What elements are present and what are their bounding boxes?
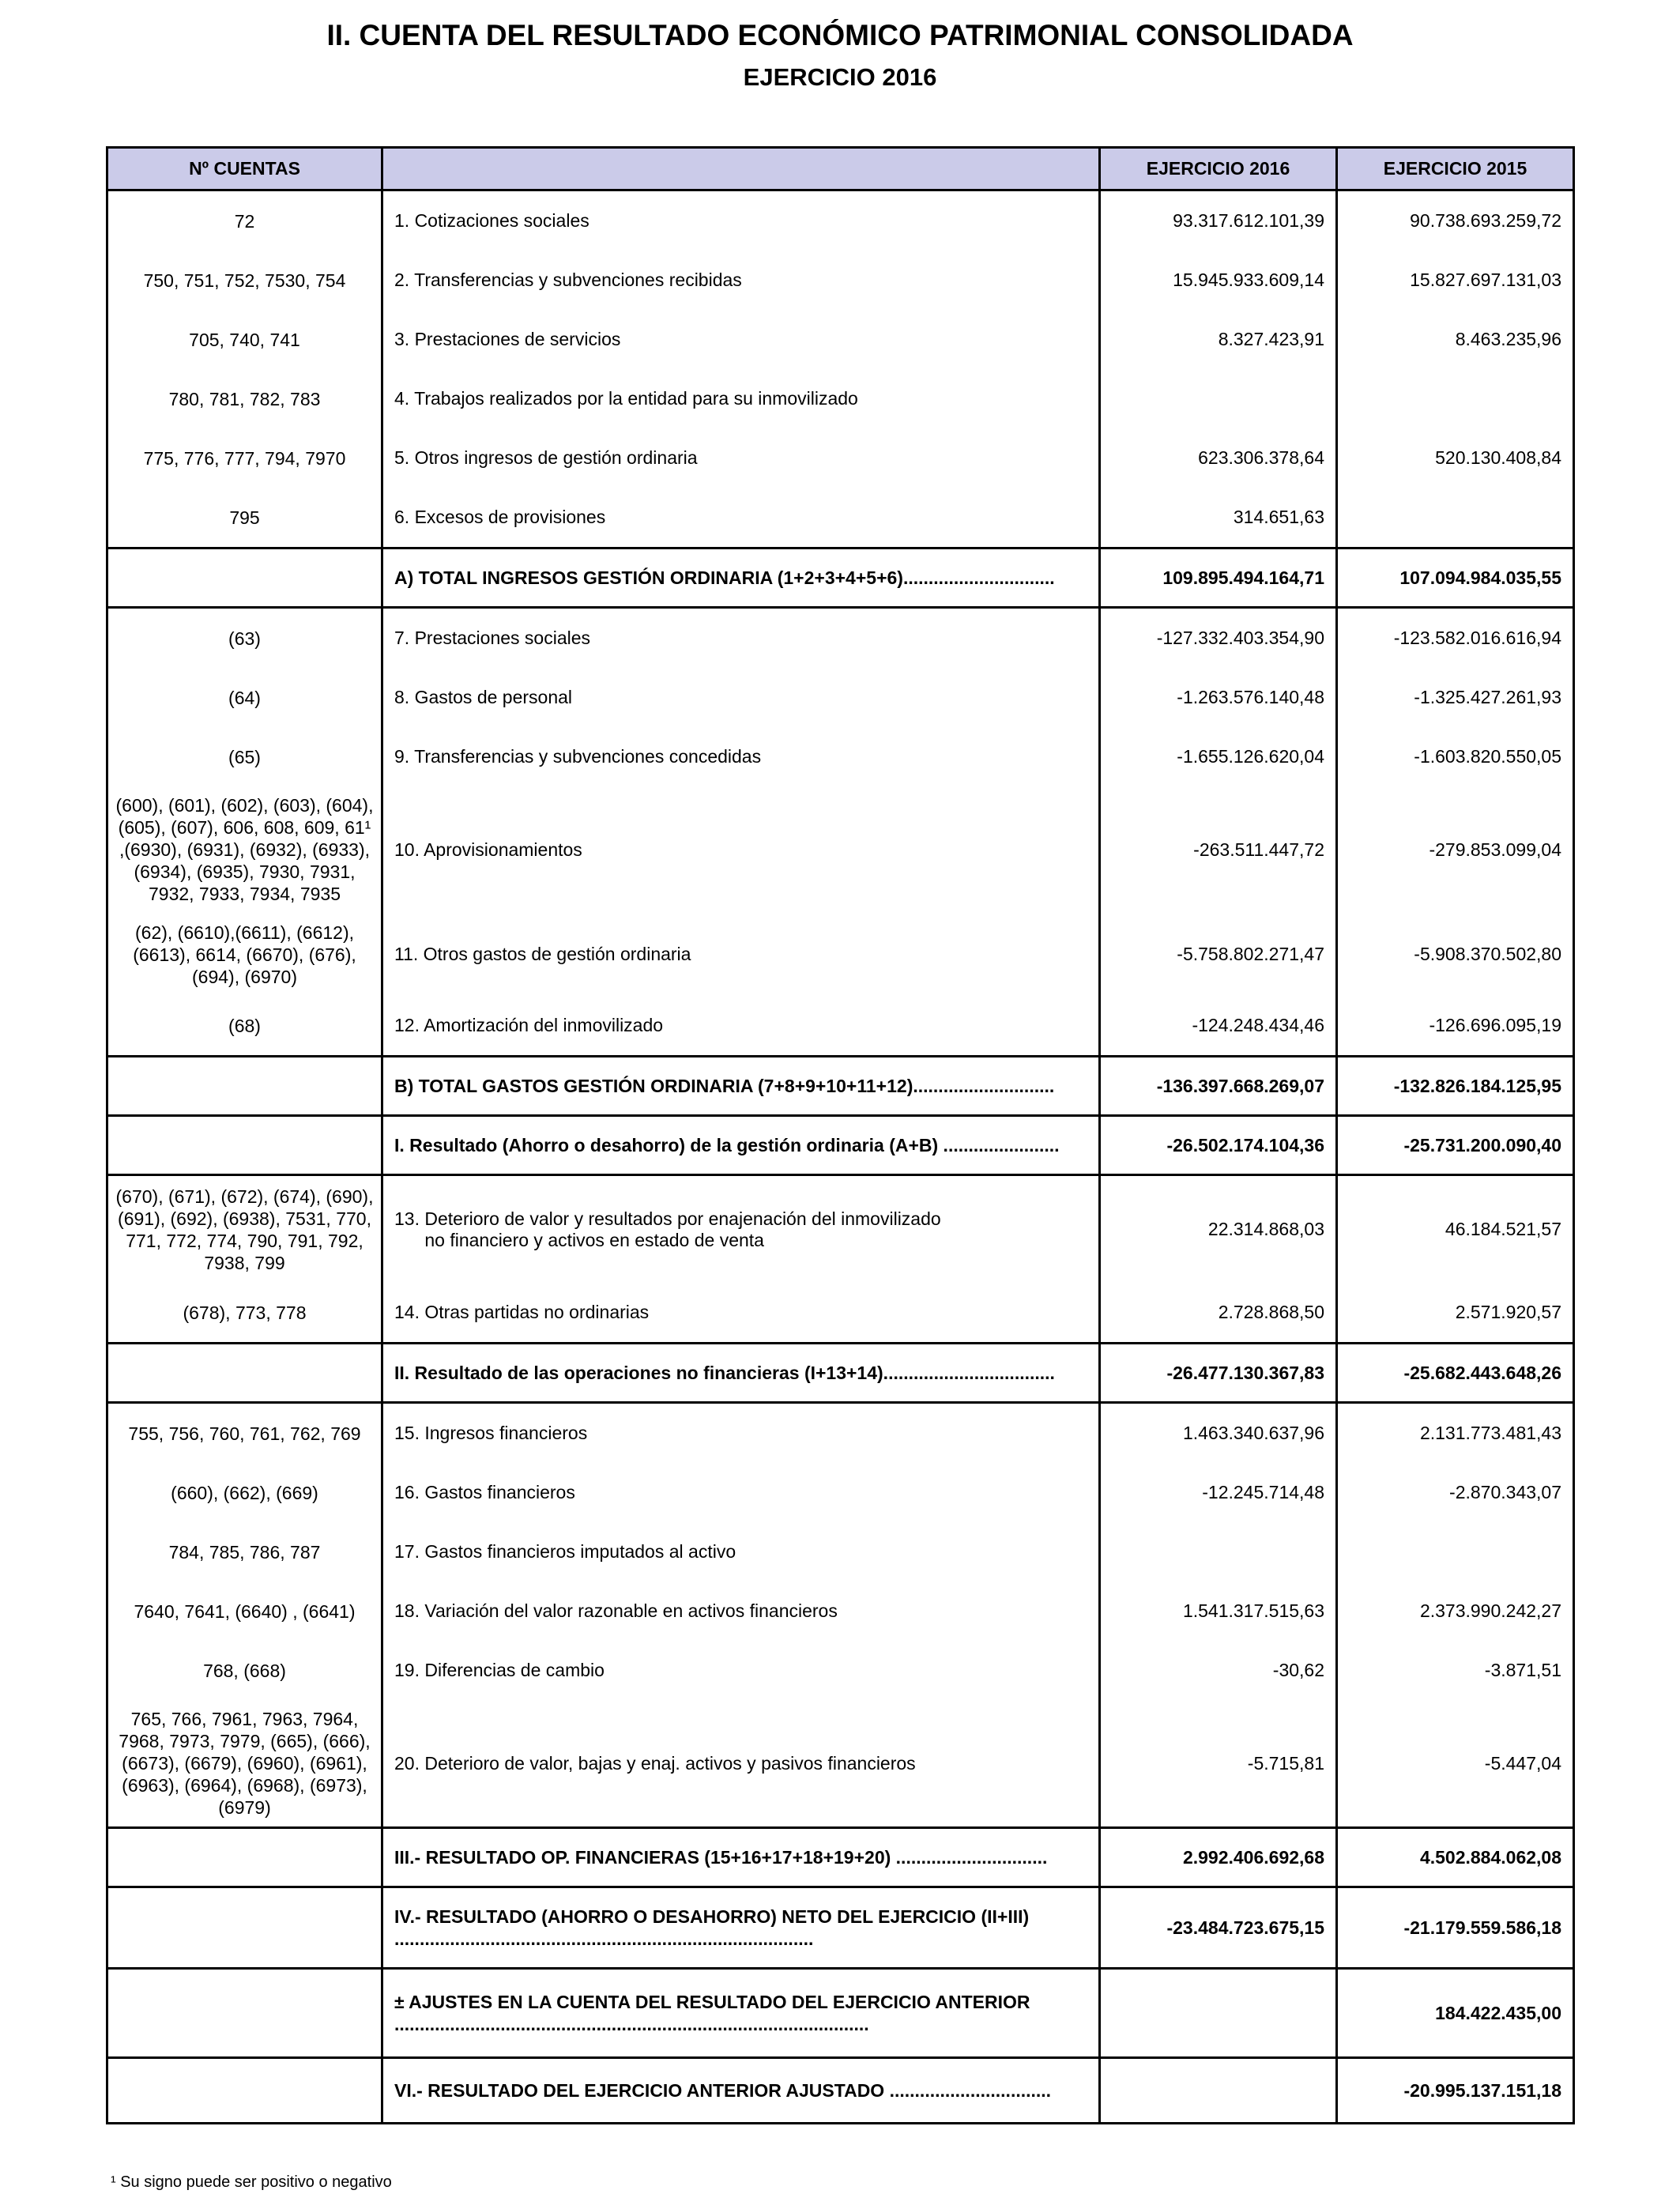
value-2015-cell: -132.826.184.125,95 — [1337, 1057, 1574, 1116]
account-cell: 768, (668) — [107, 1641, 382, 1700]
value-2015-cell: -5.447,04 — [1337, 1700, 1574, 1828]
description-cell: 3. Prestaciones de servicios — [382, 310, 1100, 369]
total-row — [107, 1887, 1574, 1969]
value-2015-cell: -3.871,51 — [1337, 1641, 1574, 1700]
account-cell: 705, 740, 741 — [107, 310, 382, 369]
value-2016-cell: 1.463.340.637,96 — [1100, 1403, 1337, 1464]
total-row — [107, 2058, 1574, 2124]
account-cell: 7640, 7641, (6640) , (6641) — [107, 1581, 382, 1641]
page-title: II. CUENTA DEL RESULTADO ECONÓMICO PATRIMONIAL CONSOLIDADA — [326, 19, 1354, 51]
value-2016-cell: 22.314.868,03 — [1100, 1175, 1337, 1284]
total-row — [107, 1969, 1574, 2058]
description-cell: 1. Cotizaciones sociales — [382, 190, 1100, 251]
value-2015-cell: -25.731.200.090,40 — [1337, 1116, 1574, 1175]
value-2015-cell: 2.131.773.481,43 — [1337, 1403, 1574, 1464]
page-subtitle: EJERCICIO 2016 — [743, 63, 937, 91]
table-row — [107, 1581, 1574, 1641]
value-2015-cell: -25.682.443.648,26 — [1337, 1344, 1574, 1403]
value-2015-cell: -126.696.095,19 — [1337, 996, 1574, 1057]
value-2016-cell: -1.263.576.140,48 — [1100, 668, 1337, 727]
description-cell: 8. Gastos de personal — [382, 668, 1100, 727]
account-cell: (65) — [107, 727, 382, 786]
value-2016-cell: -12.245.714,48 — [1100, 1463, 1337, 1522]
value-2016-cell: 109.895.494.164,71 — [1100, 548, 1337, 608]
description-cell: B) TOTAL GASTOS GESTIÓN ORDINARIA (7+8+9+10+11+12)............................ — [382, 1057, 1100, 1116]
value-2016-cell: 623.306.378,64 — [1100, 428, 1337, 488]
description-cell: 17. Gastos financieros imputados al activo — [382, 1522, 1100, 1581]
value-2016-cell — [1100, 369, 1337, 428]
account-cell: (64) — [107, 668, 382, 727]
account-cell — [107, 548, 382, 608]
table-row — [107, 668, 1574, 727]
description-cell: 5. Otros ingresos de gestión ordinaria — [382, 428, 1100, 488]
account-cell: (678), 773, 778 — [107, 1283, 382, 1344]
value-2015-cell — [1337, 369, 1574, 428]
account-cell: (63) — [107, 608, 382, 669]
header-ejercicio-2015: EJERCICIO 2015 — [1337, 148, 1574, 190]
account-cell: 784, 785, 786, 787 — [107, 1522, 382, 1581]
description-cell: 2. Transferencias y subvenciones recibidas — [382, 251, 1100, 310]
account-cell: 72 — [107, 190, 382, 251]
value-2015-cell: -279.853.099,04 — [1337, 786, 1574, 913]
description-cell: 16. Gastos financieros — [382, 1463, 1100, 1522]
header-accounts: Nº CUENTAS — [107, 148, 382, 190]
value-2015-cell: 184.422.435,00 — [1337, 1969, 1574, 2058]
table-header-row — [107, 148, 1574, 190]
value-2015-cell: -2.870.343,07 — [1337, 1463, 1574, 1522]
account-cell: (62), (6610),(6611), (6612), (6613), 6614, (6670), (676), (694), (6970) — [107, 913, 382, 996]
description-cell: 15. Ingresos financieros — [382, 1403, 1100, 1464]
table-row — [107, 310, 1574, 369]
account-cell — [107, 2058, 382, 2124]
total-row — [107, 1057, 1574, 1116]
table-row — [107, 1522, 1574, 1581]
value-2016-cell: -5.715,81 — [1100, 1700, 1337, 1828]
value-2015-cell: 46.184.521,57 — [1337, 1175, 1574, 1284]
value-2015-cell: -1.603.820.550,05 — [1337, 727, 1574, 786]
value-2016-cell: -26.477.130.367,83 — [1100, 1344, 1337, 1403]
value-2016-cell: -263.511.447,72 — [1100, 786, 1337, 913]
description-cell: 4. Trabajos realizados por la entidad para su inmovilizado — [382, 369, 1100, 428]
value-2015-cell: 520.130.408,84 — [1337, 428, 1574, 488]
value-2016-cell: 15.945.933.609,14 — [1100, 251, 1337, 310]
table-row — [107, 1175, 1574, 1284]
value-2016-cell: 2.992.406.692,68 — [1100, 1828, 1337, 1887]
table-row — [107, 727, 1574, 786]
account-cell: 750, 751, 752, 7530, 754 — [107, 251, 382, 310]
total-row — [107, 548, 1574, 608]
value-2015-cell: -1.325.427.261,93 — [1337, 668, 1574, 727]
footnote: ¹ Su signo puede ser positivo o negativo — [111, 2173, 392, 2191]
account-cell — [107, 1116, 382, 1175]
value-2016-cell: 93.317.612.101,39 — [1100, 190, 1337, 251]
table-row — [107, 428, 1574, 488]
account-cell: 780, 781, 782, 783 — [107, 369, 382, 428]
table-row — [107, 251, 1574, 310]
value-2016-cell — [1100, 2058, 1337, 2124]
account-cell: (660), (662), (669) — [107, 1463, 382, 1522]
description-cell: 11. Otros gastos de gestión ordinaria — [382, 913, 1100, 996]
value-2016-cell: 314.651,63 — [1100, 488, 1337, 548]
total-row — [107, 1828, 1574, 1887]
description-cell: 9. Transferencias y subvenciones concedidas — [382, 727, 1100, 786]
account-cell: (600), (601), (602), (603), (604), (605), (607), 606, 608, 609, 61¹ ,(6930), (6931), (6932), (6933), (6934), (6935), 7930, 7931, 7932, 7933, 7934, 7935 — [107, 786, 382, 913]
value-2016-cell: -5.758.802.271,47 — [1100, 913, 1337, 996]
value-2015-cell: 4.502.884.062,08 — [1337, 1828, 1574, 1887]
value-2015-cell: -21.179.559.586,18 — [1337, 1887, 1574, 1969]
value-2015-cell — [1337, 1522, 1574, 1581]
value-2015-cell: 107.094.984.035,55 — [1337, 548, 1574, 608]
value-2015-cell: 2.373.990.242,27 — [1337, 1581, 1574, 1641]
table-row — [107, 1283, 1574, 1344]
description-cell: 19. Diferencias de cambio — [382, 1641, 1100, 1700]
table-row — [107, 1700, 1574, 1828]
value-2016-cell — [1100, 1969, 1337, 2058]
value-2016-cell: -136.397.668.269,07 — [1100, 1057, 1337, 1116]
account-cell: 765, 766, 7961, 7963, 7964, 7968, 7973, 7979, (665), (666), (6673), (6679), (6960), (6961), (6963), (6964), (6968), (6973), (6979) — [107, 1700, 382, 1828]
account-cell: (670), (671), (672), (674), (690), (691), (692), (6938), 7531, 770, 771, 772, 774, 790, 791, 792, 7938, 799 — [107, 1175, 382, 1284]
description-cell: 10. Aprovisionamientos — [382, 786, 1100, 913]
header-ejercicio-2016: EJERCICIO 2016 — [1100, 148, 1337, 190]
account-cell: 755, 756, 760, 761, 762, 769 — [107, 1403, 382, 1464]
account-cell — [107, 1344, 382, 1403]
account-cell — [107, 1057, 382, 1116]
table-row — [107, 608, 1574, 669]
value-2016-cell: -26.502.174.104,36 — [1100, 1116, 1337, 1175]
value-2015-cell: 15.827.697.131,03 — [1337, 251, 1574, 310]
table-row — [107, 488, 1574, 548]
description-cell: 13. Deterioro de valor y resultados por enajenación del inmovilizado no financiero y activos en estado de venta — [382, 1175, 1100, 1284]
description-cell: 6. Excesos de provisiones — [382, 488, 1100, 548]
description-cell: 20. Deterioro de valor, bajas y enaj. activos y pasivos financieros — [382, 1700, 1100, 1828]
result-table — [106, 146, 1575, 2124]
description-cell: A) TOTAL INGRESOS GESTIÓN ORDINARIA (1+2+3+4+5+6).............................. — [382, 548, 1100, 608]
table-row — [107, 190, 1574, 251]
value-2016-cell: 2.728.868,50 — [1100, 1283, 1337, 1344]
value-2016-cell: -23.484.723.675,15 — [1100, 1887, 1337, 1969]
description-cell: 7. Prestaciones sociales — [382, 608, 1100, 669]
value-2016-cell: -124.248.434,46 — [1100, 996, 1337, 1057]
description-cell: II. Resultado de las operaciones no financieras (I+13+14).................................. — [382, 1344, 1100, 1403]
table-row — [107, 996, 1574, 1057]
value-2016-cell: 8.327.423,91 — [1100, 310, 1337, 369]
table-row — [107, 1463, 1574, 1522]
account-cell — [107, 1887, 382, 1969]
table-row — [107, 1641, 1574, 1700]
account-cell — [107, 1828, 382, 1887]
value-2016-cell: 1.541.317.515,63 — [1100, 1581, 1337, 1641]
value-2016-cell: -1.655.126.620,04 — [1100, 727, 1337, 786]
value-2015-cell: 8.463.235,96 — [1337, 310, 1574, 369]
description-cell: 18. Variación del valor razonable en activos financieros — [382, 1581, 1100, 1641]
total-row — [107, 1116, 1574, 1175]
value-2015-cell: -123.582.016.616,94 — [1337, 608, 1574, 669]
total-row — [107, 1344, 1574, 1403]
table-row — [107, 913, 1574, 996]
description-cell: I. Resultado (Ahorro o desahorro) de la gestión ordinaria (A+B) ....................... — [382, 1116, 1100, 1175]
description-cell: IV.- RESULTADO (AHORRO O DESAHORRO) NETO DEL EJERCICIO (II+III) ................................................................................... — [382, 1887, 1100, 1969]
description-cell: 14. Otras partidas no ordinarias — [382, 1283, 1100, 1344]
account-cell: 795 — [107, 488, 382, 548]
value-2015-cell: 90.738.693.259,72 — [1337, 190, 1574, 251]
value-2015-cell — [1337, 488, 1574, 548]
value-2015-cell: -20.995.137.151,18 — [1337, 2058, 1574, 2124]
table-body — [107, 190, 1574, 2124]
description-cell: VI.- RESULTADO DEL EJERCICIO ANTERIOR AJUSTADO ................................ — [382, 2058, 1100, 2124]
account-cell: (68) — [107, 996, 382, 1057]
table-row — [107, 1403, 1574, 1464]
header-description — [382, 148, 1100, 190]
description-cell: 12. Amortización del inmovilizado — [382, 996, 1100, 1057]
value-2016-cell — [1100, 1522, 1337, 1581]
table-row — [107, 369, 1574, 428]
value-2015-cell: -5.908.370.502,80 — [1337, 913, 1574, 996]
table-row — [107, 786, 1574, 913]
account-cell: 775, 776, 777, 794, 7970 — [107, 428, 382, 488]
value-2016-cell: -30,62 — [1100, 1641, 1337, 1700]
value-2016-cell: -127.332.403.354,90 — [1100, 608, 1337, 669]
account-cell — [107, 1969, 382, 2058]
value-2015-cell: 2.571.920,57 — [1337, 1283, 1574, 1344]
description-cell: III.- RESULTADO OP. FINANCIERAS (15+16+17+18+19+20) .............................. — [382, 1828, 1100, 1887]
description-cell: ± AJUSTES EN LA CUENTA DEL RESULTADO DEL EJERCICIO ANTERIOR .............................................................................................. — [382, 1969, 1100, 2058]
